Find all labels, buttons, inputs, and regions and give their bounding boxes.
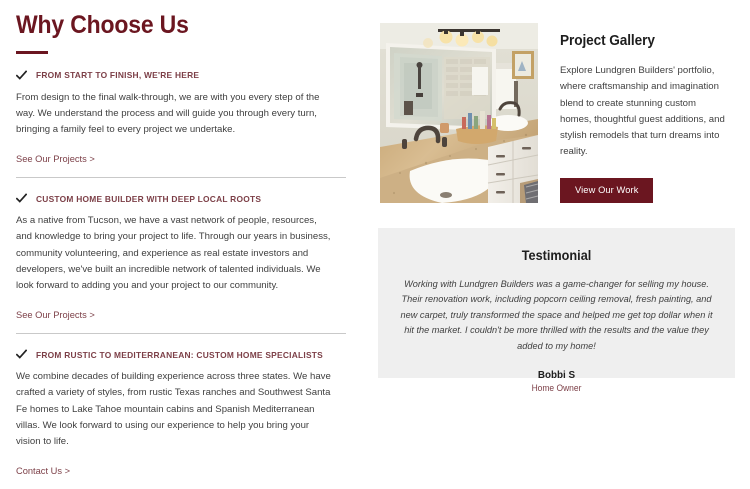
project-gallery-description: Explore Lundgren Builders' portfolio, where craftsmanship and imagination blend to create stunning custom homes, thoughtful guest additions, and stylish remodels that turn dreams into reality. xyxy=(560,65,725,158)
features-column xyxy=(16,12,346,489)
view-our-work-button[interactable]: View Our Work xyxy=(560,178,653,203)
title-underline-rule xyxy=(16,51,48,54)
testimonial-panel xyxy=(378,228,735,394)
testimonial-title: Testimonial xyxy=(521,248,592,263)
feature-title: CUSTOM HOME BUILDER WITH DEEP LOCAL ROOTS xyxy=(36,193,262,204)
see-our-projects-link[interactable]: See Our Projects > xyxy=(16,310,95,321)
testimonial-author-name: Bobbi S xyxy=(537,369,576,382)
feature-item xyxy=(16,70,346,178)
section-divider xyxy=(16,333,346,334)
testimonial-author-role: Home Owner xyxy=(531,383,582,394)
feature-heading xyxy=(16,349,346,360)
feature-item xyxy=(16,193,346,333)
feature-body: We combine decades of building experience across three states. We have crafted a variety of styles, from rustic Texas ranches and Southwest Santa Fe homes to Lake Tahoe mountain cabins and Spanish Mediterranean villas. We look forward to using our experience to help you bring your vision to life. xyxy=(16,371,331,447)
testimonial-quote: Working with Lundgren Builders was a game-changer for selling my house. Their renovation work, including popcorn ceiling removal, fresh painting, and new carpet, truly transformed the space and helped me get top dollar when it hit the market. I couldn't be more thrilled with the results and the value they added to my home! xyxy=(400,279,713,351)
see-our-projects-link[interactable]: See Our Projects > xyxy=(16,154,95,165)
feature-title: FROM RUSTIC TO MEDITERRANEAN: CUSTOM HOME SPECIALISTS xyxy=(36,349,323,360)
page-title: Why Choose Us xyxy=(16,11,189,39)
feature-heading xyxy=(16,70,346,81)
contact-us-link[interactable]: Contact Us > xyxy=(16,466,70,477)
check-icon xyxy=(16,193,27,204)
feature-body: As a native from Tucson, we have a vast network of people, resources, and knowledge to bring your project to life. Through our years in business, community volunteering, and experience as real estate investors and developers, we've built an incredible network of talented individuals. We look forward to adding you and your project to our community. xyxy=(16,215,331,291)
feature-item xyxy=(16,349,346,489)
check-icon xyxy=(16,349,27,360)
feature-heading xyxy=(16,193,346,204)
feature-title: FROM START TO FINISH, WE'RE HERE xyxy=(36,70,200,80)
project-gallery-title: Project Gallery xyxy=(560,33,655,49)
check-icon xyxy=(16,70,27,81)
bathroom-interior-photo xyxy=(380,23,538,203)
section-divider xyxy=(16,177,346,178)
feature-body: From design to the final walk-through, we are with you every step of the way. We understand the process and will guide you through every turn, bringing a family feel to every project we undertake. xyxy=(16,91,320,135)
project-gallery-column xyxy=(560,33,735,203)
